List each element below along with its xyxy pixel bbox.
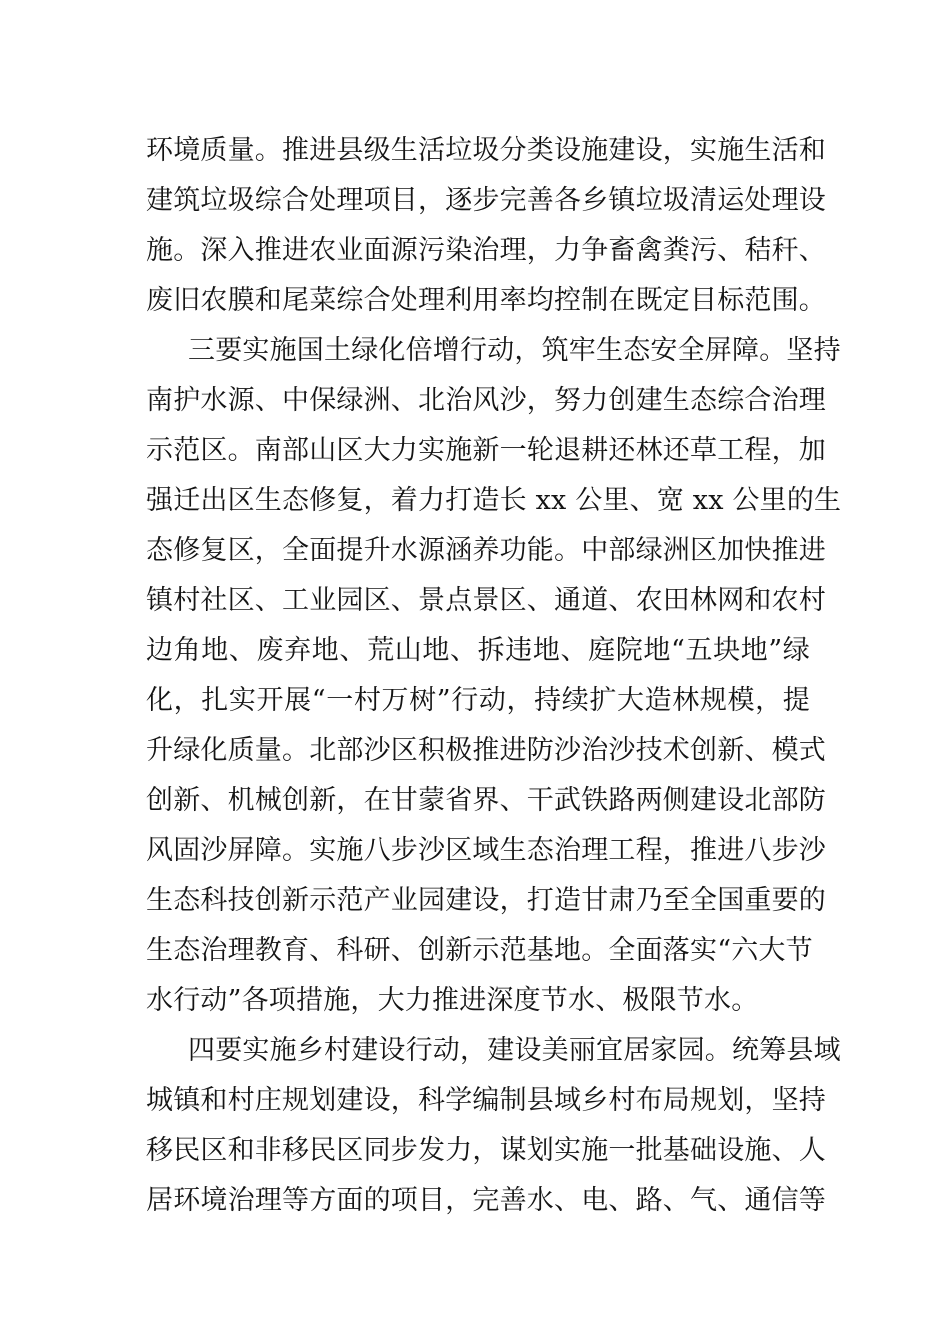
- paragraph-start-line: 三要实施国土绿化倍增行动，筑牢生态安全屏障。坚持: [188, 335, 841, 366]
- text-line: 移民区和非移民区同步发力，谋划实施一批基础设施、人: [146, 1135, 826, 1166]
- text-line: 示范区。南部山区大力实施新一轮退耕还林还草工程，加: [146, 435, 826, 466]
- paragraph-start-line: 四要实施乡村建设行动，建设美丽宜居家园。统筹县域: [188, 1035, 841, 1066]
- text-line: 风固沙屏障。实施八步沙区域生态治理工程，推进八步沙: [146, 835, 826, 866]
- text-line: 化，扎实开展“一村万树”行动，持续扩大造林规模，提: [146, 685, 810, 716]
- text-line: 城镇和村庄规划建设，科学编制县域乡村布局规划，坚持: [146, 1085, 826, 1116]
- text-line: 创新、机械创新，在甘蒙省界、干武铁路两侧建设北部防: [146, 785, 826, 816]
- text-line: 升绿化质量。北部沙区积极推进防沙治沙技术创新、模式: [146, 735, 826, 766]
- document-body: [146, 126, 842, 1226]
- text-line: 废旧农膜和尾菜综合处理利用率均控制在既定目标范围。: [146, 285, 826, 316]
- text-line: 边角地、废弃地、荒山地、拆违地、庭院地“五块地”绿: [146, 635, 810, 666]
- text-line: 生态科技创新示范产业园建设，打造甘肃乃至全国重要的: [146, 885, 826, 916]
- text-line: 水行动”各项措施，大力推进深度节水、极限节水。: [146, 985, 759, 1016]
- text-line: 生态治理教育、科研、创新示范基地。全面落实“六大节: [146, 935, 813, 966]
- text-line: 态修复区，全面提升水源涵养功能。中部绿洲区加快推进: [146, 535, 826, 566]
- text-line: 建筑垃圾综合处理项目，逐步完善各乡镇垃圾清运处理设: [146, 185, 826, 216]
- text-line: 环境质量。推进县级生活垃圾分类设施建设，实施生活和: [146, 135, 826, 166]
- text-line: 施。深入推进农业面源污染治理，力争畜禽粪污、秸秆、: [146, 235, 826, 266]
- text-line: 强迁出区生态修复，着力打造长 xx 公里、宽 xx 公里的生: [146, 485, 842, 516]
- text-line: 南护水源、中保绿洲、北治风沙，努力创建生态综合治理: [146, 385, 826, 416]
- text-line: 镇村社区、工业园区、景点景区、通道、农田林网和农村: [146, 585, 826, 616]
- text-line: 居环境治理等方面的项目，完善水、电、路、气、通信等: [146, 1185, 826, 1216]
